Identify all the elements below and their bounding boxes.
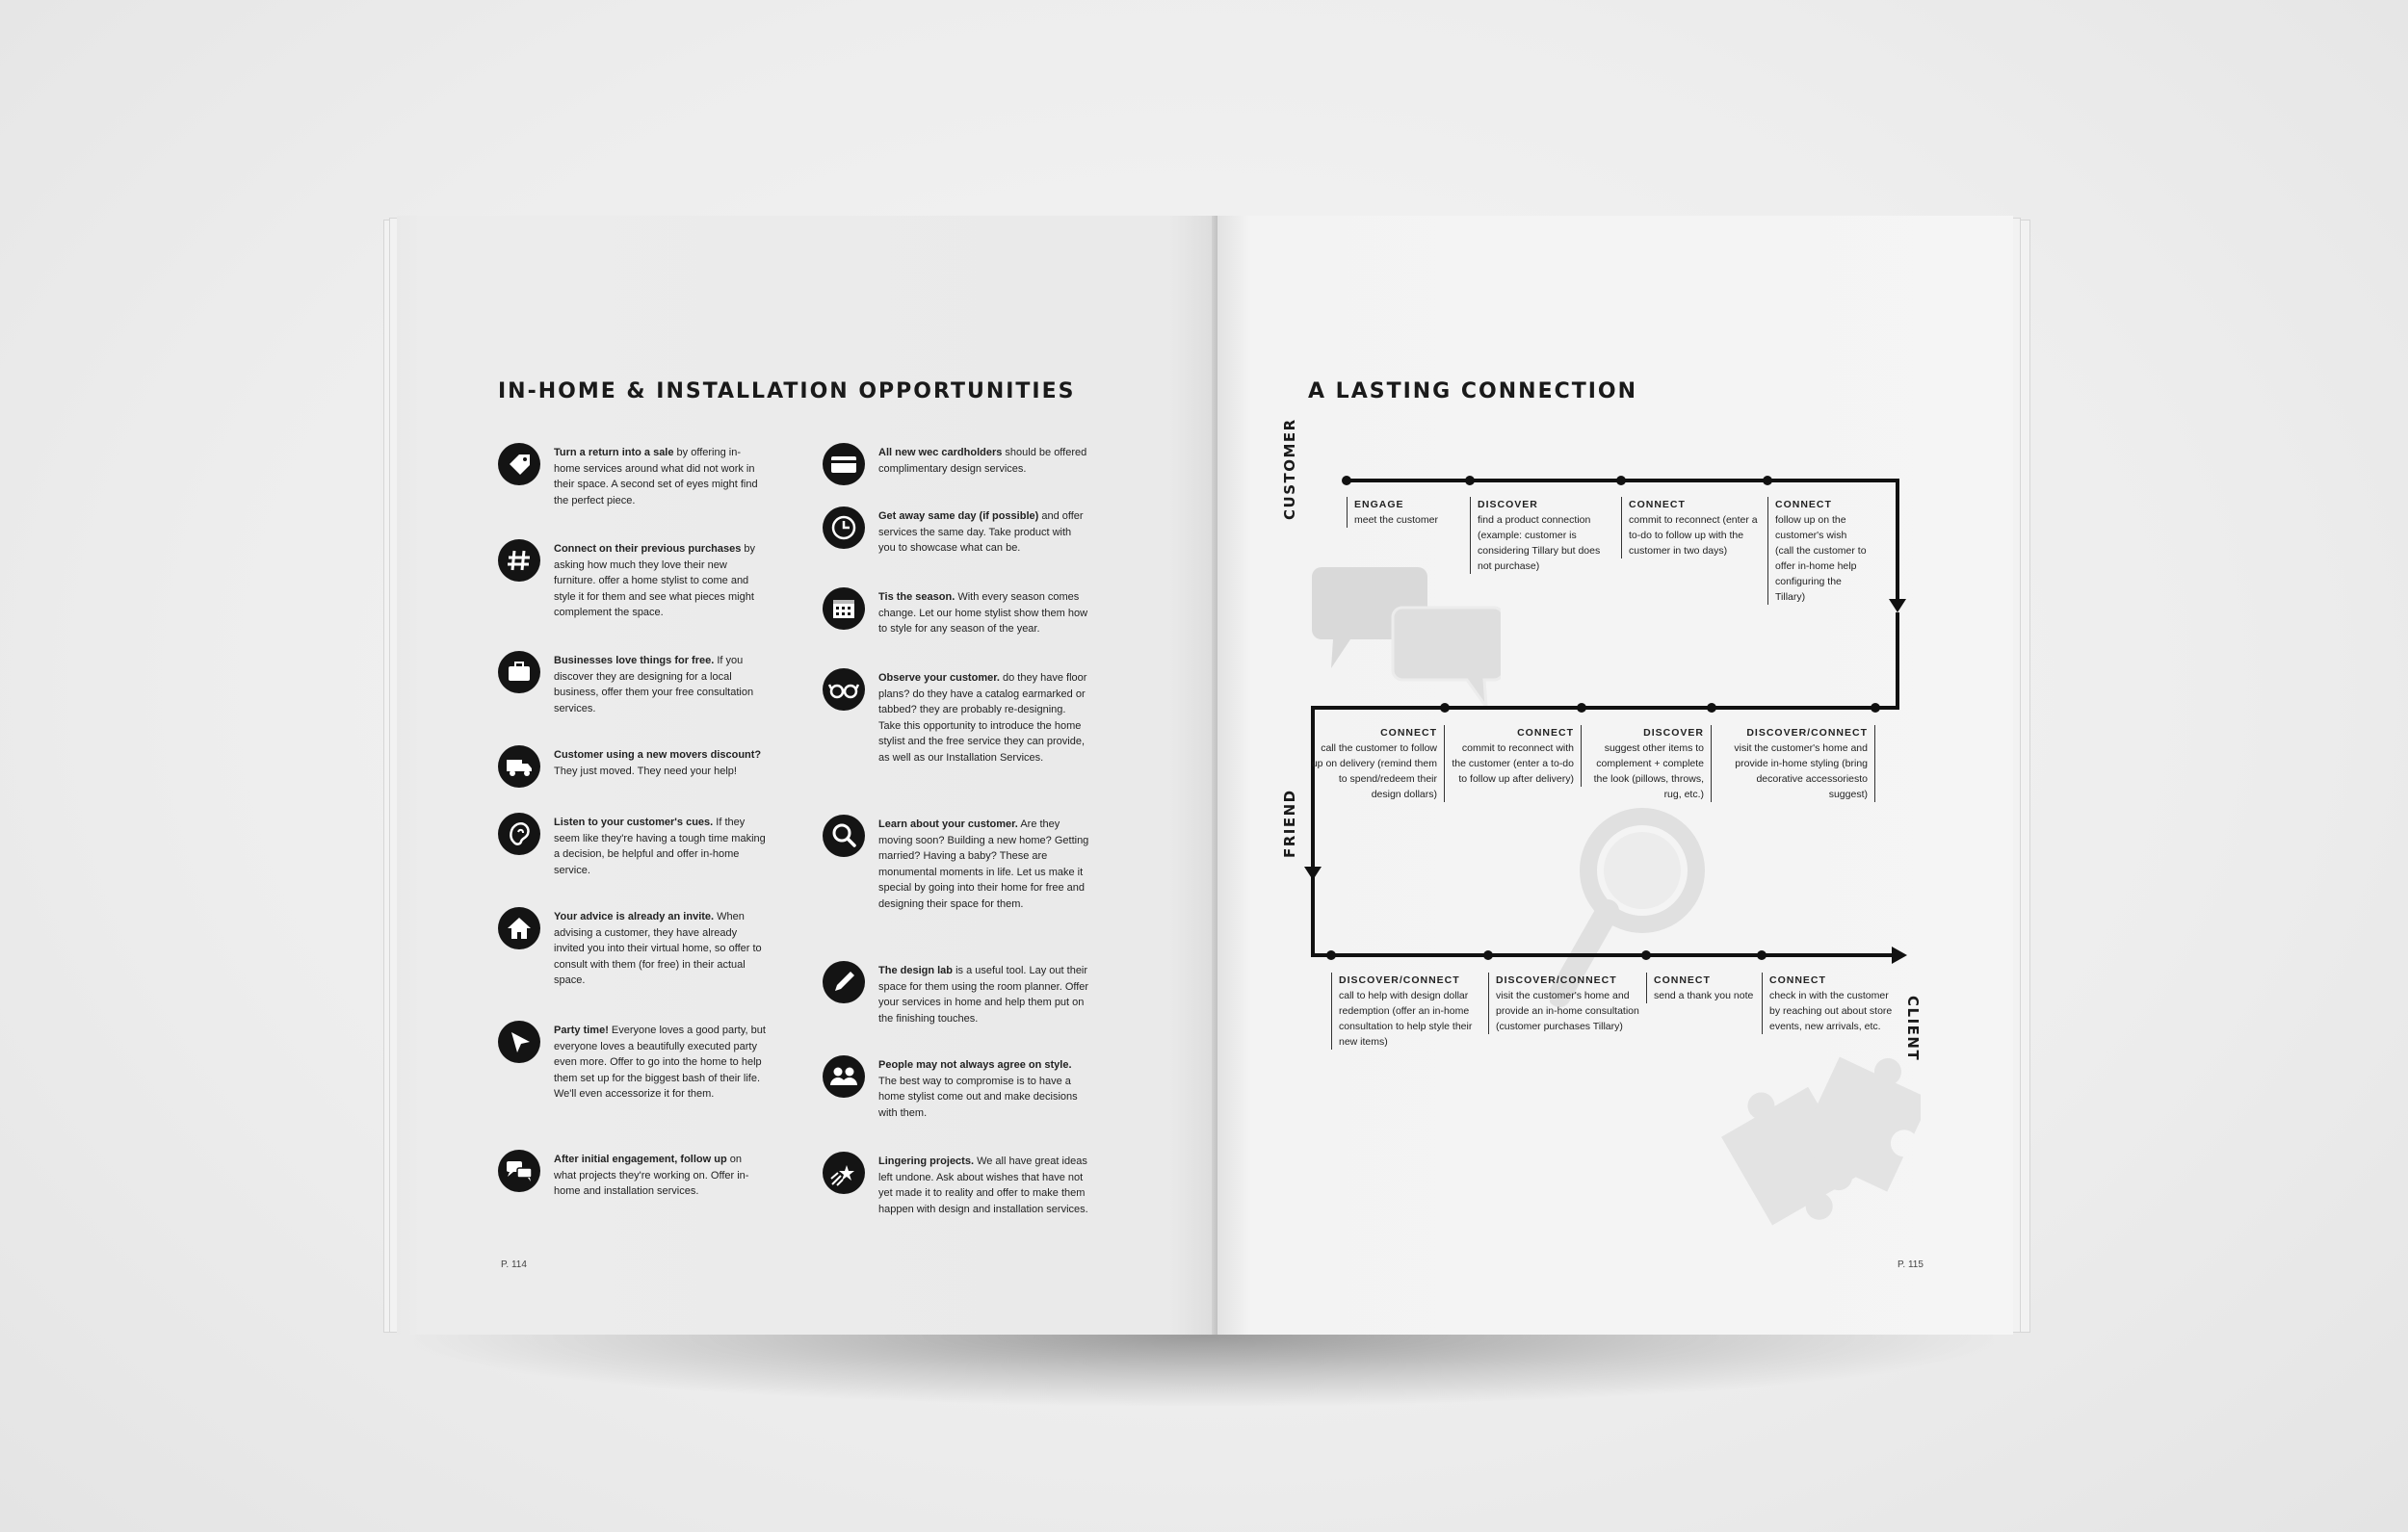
left-page [397, 216, 1217, 1335]
opportunity-heading: Listen to your customer's cues. [554, 817, 714, 828]
flow-step-body: commit to reconnect with the customer (enter a to-do to follow up after delivery) [1452, 742, 1574, 785]
hashtag-icon [498, 539, 540, 582]
opportunity-heading: Get away same day (if possible) [878, 510, 1039, 522]
opportunity-heading: Businesses love things for free. [554, 655, 715, 666]
opportunity-heading: Observe your customer. [878, 672, 1000, 684]
opportunity-text [554, 445, 766, 508]
opportunity-text [554, 747, 766, 779]
flow-step [1586, 725, 1712, 802]
right-page [1217, 216, 2013, 1335]
flow-step [1331, 973, 1483, 1050]
opportunity-text [878, 589, 1090, 637]
shooting-star-icon [823, 1152, 865, 1194]
opportunity-body: With every season comes change. Let our home stylist show them how to style for any season of the year. [878, 591, 1088, 635]
flow-step [1470, 497, 1616, 574]
flow-step-heading: DISCOVER/CONNECT [1746, 727, 1868, 739]
price-tag-icon [498, 443, 540, 485]
flow-step-heading: CONNECT [1775, 499, 1832, 510]
opportunity-text [878, 445, 1090, 477]
calendar-icon [823, 587, 865, 630]
opportunity-body: is a useful tool. Lay out their space for them using the room planner. Offer your services in home and help them put on the finishing touches. [878, 965, 1089, 1025]
opportunity-text [878, 1057, 1090, 1121]
flow-step-body: follow up on the customer's wish (call the customer to offer in-home help configuring the Tillary) [1775, 514, 1867, 603]
opportunity-heading: Party time! [554, 1025, 609, 1036]
flow-step [1646, 973, 1758, 1003]
opportunity-body: If they seem like they're having a tough time making a decision, be helpful and offer in-home service. [554, 817, 766, 876]
page-title: A LASTING CONNECTION [1308, 379, 1638, 403]
flow-step-heading: DISCOVER [1643, 727, 1704, 739]
pencil-icon [823, 961, 865, 1003]
glasses-icon [823, 668, 865, 711]
flow-step-heading: CONNECT [1654, 974, 1711, 986]
opportunity-text [554, 541, 766, 621]
opportunity-body: When advising a customer, they have already invited you into their virtual home, so offer to consult with them (for free) in their actual space. [554, 911, 762, 986]
credit-card-icon [823, 443, 865, 485]
flow-step-body: suggest other items to complement + complete the look (pillows, throws, rug, etc.) [1593, 742, 1704, 800]
flow-step-body: find a product connection (example: customer is considering Tillary but does not purchase) [1478, 514, 1601, 572]
opportunity-body: should be offered complimentary design services. [878, 447, 1087, 475]
flow-step-heading: CONNECT [1629, 499, 1686, 510]
flow-step [1762, 973, 1897, 1034]
page-number: P. 114 [501, 1259, 527, 1270]
client-label: CLIENT [1904, 996, 1922, 1062]
opportunity-body: by offering in-home services around what did not work in their space. A second set of eyes might find the perfect piece. [554, 447, 758, 506]
opportunity-heading: The design lab [878, 965, 954, 976]
chat-icon [498, 1150, 540, 1192]
opportunity-body: We all have great ideas left undone. Ask about wishes that have not yet made it to reality and offer to make them happen with design and installation services. [878, 1155, 1088, 1215]
friend-label: FRIEND [1281, 789, 1298, 858]
flow-step-body: commit to reconnect (enter a to-do to follow up with the customer in two days) [1629, 514, 1758, 557]
clock-icon [823, 506, 865, 549]
opportunity-text [878, 817, 1090, 912]
flow-step-heading: CONNECT [1769, 974, 1826, 986]
opportunity-body: If you discover they are designing for a local business, offer them your free consultation services. [554, 655, 754, 714]
opportunity-heading: After initial engagement, follow up [554, 1154, 727, 1165]
flow-step-body: visit the customer's home and provide in-home styling (bring decorative accessoriesto suggest) [1734, 742, 1868, 800]
opportunity-heading: People may not always agree on style. [878, 1059, 1072, 1071]
party-icon [498, 1021, 540, 1063]
opportunity-body: on what projects they're working on. Offer in-home and installation services. [554, 1154, 749, 1197]
opportunity-body: Everyone loves a good party, but everyone loves a beautifully executed party even more. Offer to go into the home to help them set up for the biggest bash of their life. We'll even accessorize it for them. [554, 1025, 766, 1100]
flow-step-body: call to help with design dollar redemption (offer an in-home consultation to help style their new items) [1339, 990, 1473, 1048]
briefcase-icon [498, 651, 540, 693]
page-title: IN-HOME & INSTALLATION OPPORTUNITIES [498, 379, 1076, 403]
page-number: P. 115 [1898, 1259, 1924, 1270]
flow-step [1767, 497, 1868, 605]
ear-icon [498, 813, 540, 855]
opportunity-heading: Turn a return into a sale [554, 447, 674, 458]
flow-step-body: meet the customer [1354, 514, 1438, 526]
opportunity-body: They just moved. They need your help! [554, 765, 737, 777]
house-icon [498, 907, 540, 949]
opportunity-text [878, 670, 1090, 766]
opportunity-body: by asking how much they love their new furniture. offer a home stylist to come and style it for them and see what pieces might complement the space. [554, 543, 756, 618]
opportunity-text [554, 815, 766, 878]
opportunity-body: and offer services the same day. Take product with you to showcase what can be. [878, 510, 1084, 554]
opportunity-text [554, 653, 766, 716]
opportunity-text [878, 508, 1090, 557]
opportunity-heading: Learn about your customer. [878, 818, 1018, 830]
opportunity-text [554, 1023, 766, 1103]
flow-step-heading: DISCOVER [1478, 499, 1538, 510]
opportunity-heading: Tis the season. [878, 591, 955, 603]
opportunity-heading: All new wec cardholders [878, 447, 1003, 458]
flow-step-body: check in with the customer by reaching out about store events, new arrivals, etc. [1769, 990, 1893, 1032]
flow-step [1488, 973, 1642, 1034]
flow-step [1347, 497, 1464, 528]
flow-step-body: visit the customer's home and provide an in-home consultation (customer purchases Tillary) [1496, 990, 1639, 1032]
flow-step-heading: CONNECT [1517, 727, 1574, 739]
flow-step-heading: DISCOVER/CONNECT [1496, 974, 1617, 986]
flow-step [1447, 725, 1582, 787]
opportunity-heading: Lingering projects. [878, 1155, 975, 1167]
flow-step-heading: ENGAGE [1354, 499, 1404, 510]
opportunity-text [878, 1154, 1090, 1217]
flow-step-body: send a thank you note [1654, 990, 1754, 1001]
opportunity-text [554, 1152, 766, 1200]
flow-step-heading: DISCOVER/CONNECT [1339, 974, 1460, 986]
people-icon [823, 1055, 865, 1098]
flow-step-heading: CONNECT [1380, 727, 1437, 739]
opportunity-heading: Your advice is already an invite. [554, 911, 715, 922]
magnifier-icon [823, 815, 865, 857]
flow-step [1621, 497, 1762, 558]
opportunity-body: The best way to compromise is to have a home stylist come out and make decisions with them. [878, 1075, 1078, 1119]
opportunity-body: Are they moving soon? Building a new home? Getting married? Having a baby? These are monumental moments in life. Let us make it special by going into their home for free and designing their space for them. [878, 818, 1089, 910]
flow-step-body: call the customer to follow up on delivery (remind them to spend/redeem their design dollars) [1311, 742, 1437, 800]
opportunity-heading: Customer using a new movers discount? [554, 749, 762, 761]
opportunity-text [878, 963, 1090, 1026]
opportunity-heading: Connect on their previous purchases [554, 543, 742, 555]
flow-step [1310, 725, 1445, 802]
opportunity-body: do they have floor plans? do they have a catalog earmarked or tabbed? they are probably re-designing. Take this opportunity to introduce the home stylist and the free service they can provide, as well as our Installation Services. [878, 672, 1087, 764]
truck-icon [498, 745, 540, 788]
customer-label: CUSTOMER [1281, 418, 1298, 520]
opportunity-text [554, 909, 766, 989]
flow-step [1721, 725, 1875, 802]
